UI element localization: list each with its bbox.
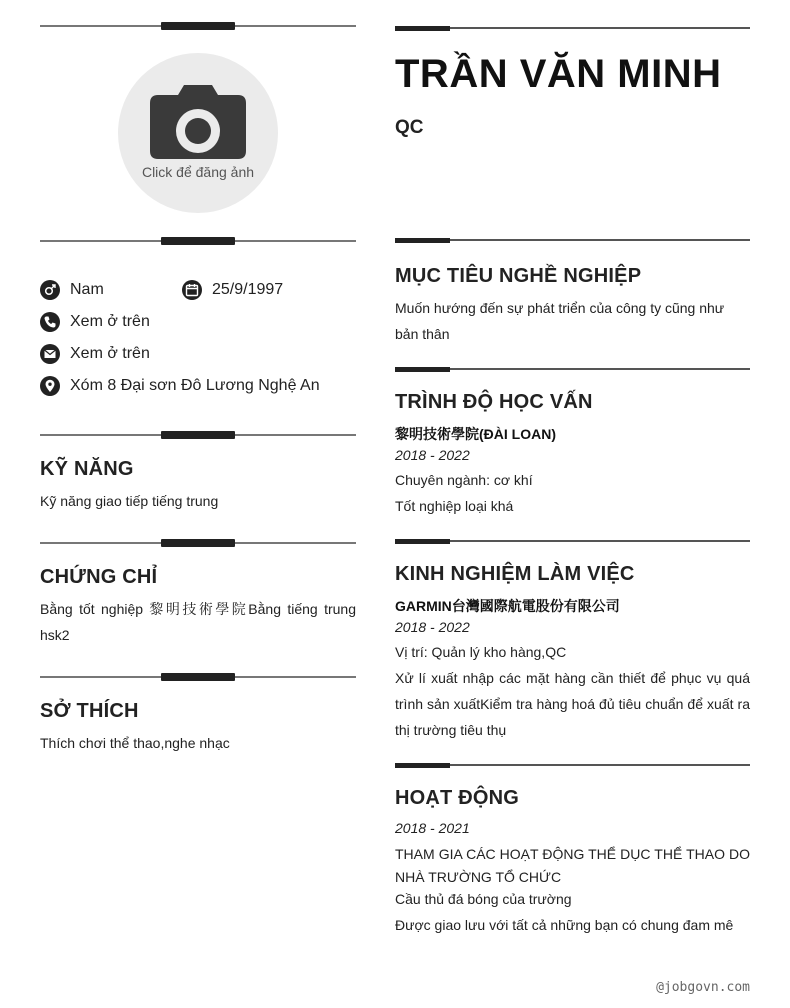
certificates-heading: CHỨNG CHỈ <box>40 566 158 588</box>
divider <box>40 237 356 245</box>
phone-value: Xem ở trên <box>70 313 150 330</box>
hobbies-heading: SỞ THÍCH <box>40 700 139 722</box>
email-value: Xem ở trên <box>70 345 150 362</box>
activities-period: 2018 - 2021 <box>395 820 470 836</box>
photo-caption: Click để đăng ảnh <box>141 164 255 180</box>
gender-value: Nam <box>70 281 104 298</box>
divider <box>40 431 356 439</box>
objective-text: Muốn hướng đến sự phát triển của công ty cũng như bản thân <box>395 300 725 342</box>
divider <box>395 539 750 544</box>
birthday-row <box>182 279 283 301</box>
email-row <box>40 343 150 365</box>
gender-row <box>40 279 104 301</box>
divider <box>395 238 750 243</box>
candidate-name: TRẦN VĂN MINH <box>395 52 722 96</box>
address-value: Xóm 8 Đại sơn Đô Lương Nghệ An <box>70 377 320 394</box>
experience-heading: KINH NGHIỆM LÀM VIỆC <box>395 563 635 585</box>
education-school: 黎明技術學院(ĐÀI LOAN) <box>395 426 556 442</box>
skills-heading: KỸ NĂNG <box>40 458 134 480</box>
birthday-value: 25/9/1997 <box>212 281 284 298</box>
activities-heading: HOẠT ĐỘNG <box>395 787 520 809</box>
divider <box>395 763 750 768</box>
education-period: 2018 - 2022 <box>395 447 470 463</box>
address-row <box>40 375 320 397</box>
divider <box>395 367 750 372</box>
divider <box>40 22 356 30</box>
certificates-text: Bằng tốt nghiệp 黎明技術學院Bằng tiếng trung hsk2 <box>40 601 356 643</box>
camera-icon <box>150 85 246 159</box>
hobbies-text: Thích chơi thể thao,nghe nhạc <box>40 735 230 751</box>
divider <box>40 539 356 547</box>
activities-role: Cầu thủ đá bóng của trường <box>395 891 572 907</box>
divider <box>40 673 356 681</box>
calendar-icon <box>182 280 202 300</box>
phone-icon <box>40 312 60 332</box>
gender-icon <box>40 280 60 300</box>
education-heading: TRÌNH ĐỘ HỌC VẤN <box>395 391 593 413</box>
education-grade: Tốt nghiệp loại khá <box>395 498 514 514</box>
experience-company: GARMIN台灣國際航電股份有限公司 <box>395 598 620 614</box>
education-major: Chuyên ngành: cơ khí <box>395 472 533 488</box>
experience-period: 2018 - 2022 <box>395 619 470 635</box>
profile-photo-upload[interactable] <box>118 53 278 213</box>
activities-description: Được giao lưu với tất cả những bạn có chung đam mê <box>395 917 734 933</box>
phone-row <box>40 311 150 333</box>
divider <box>395 26 750 31</box>
location-pin-icon <box>40 376 60 396</box>
candidate-role: QC <box>395 117 424 138</box>
skills-text: Kỹ năng giao tiếp tiếng trung <box>40 493 219 509</box>
experience-description: Xử lí xuất nhập các mặt hàng cần thiết để phục vụ quá trình sản xuấtKiểm tra hàng hoá đủ tiêu chuẩn để xuất ra thị trường tiêu thụ <box>395 670 750 738</box>
email-icon <box>40 344 60 364</box>
objective-heading: MỤC TIÊU NGHỀ NGHIỆP <box>395 265 642 287</box>
activities-name: THAM GIA CÁC HOẠT ĐỘNG THỂ DỤC THỂ THAO DO NHÀ TRƯỜNG TỔ CHỨC <box>395 846 750 885</box>
watermark: @jobgovn.com <box>656 980 750 995</box>
experience-position: Vị trí: Quản lý kho hàng,QC <box>395 644 567 660</box>
